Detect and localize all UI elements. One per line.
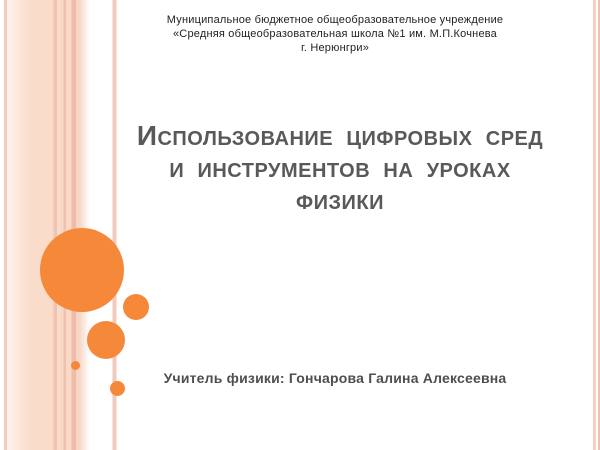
- slide-title-line-3: физики: [296, 184, 384, 215]
- slide-title-line-1: Использование цифровых сред: [136, 120, 544, 151]
- right-border-decoration: [593, 0, 600, 450]
- decorative-circle-small: [110, 381, 125, 396]
- decorative-circle-tiny: [71, 361, 80, 370]
- slide-title-line-2: и инструментов на уроках: [169, 152, 511, 183]
- decorative-circle-medium: [87, 321, 125, 359]
- school-name-line-1: Муниципальное бюджетное общеобразовательное учреждение: [166, 14, 504, 26]
- teacher-subtitle: Учитель физики: Гончарова Галина Алексеевна: [163, 370, 507, 386]
- decorative-circle-medium-right: [123, 294, 149, 320]
- slide-title: [125, 120, 555, 216]
- school-name-line-3: г. Нерюнгри»: [300, 42, 370, 54]
- decorative-circle-large: [40, 228, 124, 312]
- school-name-line-2: «Средняя общеобразовательная школа №1 им. М.П.Кочнева: [172, 28, 497, 40]
- left-stripe-decoration: [0, 0, 120, 450]
- school-name-header: [130, 13, 540, 55]
